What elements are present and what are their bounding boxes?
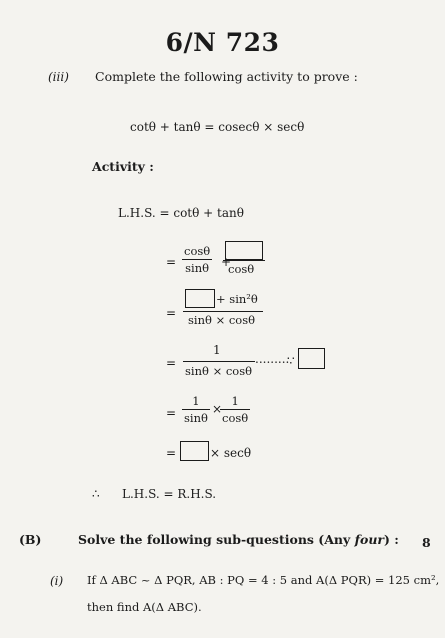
step1-equals: = [166, 255, 177, 269]
step2-equals: = [166, 306, 177, 320]
step3-answer-box[interactable] [298, 348, 325, 369]
step2-numerator-suffix: + sin²θ [216, 292, 258, 306]
step2-denominator: sinθ × cosθ [188, 313, 256, 327]
identity-to-prove: cotθ + tanθ = cosecθ × secθ [130, 120, 305, 134]
question-number: (iii) [48, 70, 69, 84]
lhs-line: L.H.S. = cotθ + tanθ [118, 206, 244, 220]
step1-denominator-1: sinθ [182, 259, 212, 275]
step4-denominator-2: cosθ [222, 411, 249, 425]
subquestion-number: (i) [50, 574, 64, 588]
step1-numerator-1: cosθ [184, 244, 211, 258]
step1-plus: + [221, 255, 232, 269]
step4-times: × [212, 402, 223, 416]
step1-answer-box[interactable] [225, 241, 263, 260]
activity-label: Activity : [92, 159, 154, 174]
step5-answer-box[interactable] [180, 441, 209, 461]
therefore-symbol: ∴ [92, 487, 100, 501]
step4-fraction-2 [220, 394, 250, 425]
subquestion-line-2: then find A(Δ ABC). [87, 600, 202, 614]
question-instruction: Complete the following activity to prove : [95, 69, 358, 84]
section-b-title-end: ) : [384, 532, 399, 547]
section-b-title-start: Solve the following sub-questions (Any [78, 532, 355, 547]
subquestion-line-1: If Δ ABC ~ Δ PQR, AB : PQ = 4 : 5 and A(Δ PQR) = 125 cm², [87, 573, 440, 587]
step1-fraction-bar [223, 260, 265, 261]
conclusion-line: L.H.S. = R.H.S. [122, 487, 217, 501]
section-b-label: (B) [19, 532, 42, 547]
section-b-title-italic: four [354, 532, 385, 547]
because-symbol: ∵ [287, 354, 295, 368]
step4-numerator-1: 1 [192, 394, 200, 408]
step2-fraction-bar [183, 311, 263, 312]
step3-dots: ......... [255, 352, 290, 366]
section-b-marks: 8 [422, 535, 431, 550]
step3-denominator: sinθ × cosθ [185, 364, 253, 378]
step4-denominator-1: sinθ [184, 411, 208, 425]
step3-equals: = [166, 356, 177, 370]
page-header: 6/N 723 [165, 28, 280, 57]
step5-suffix: × secθ [210, 446, 252, 460]
step1-fraction-1 [182, 244, 212, 275]
section-b-title [78, 532, 399, 547]
step4-equals: = [166, 406, 177, 420]
step2-answer-box[interactable] [185, 289, 215, 308]
step1-denominator-2: cosθ [228, 262, 255, 276]
step5-equals: = [166, 446, 177, 460]
step4-fraction-1 [182, 394, 210, 425]
step3-numerator: 1 [213, 343, 221, 357]
step4-numerator-2: 1 [231, 394, 239, 408]
step3-fraction-bar [183, 361, 255, 362]
